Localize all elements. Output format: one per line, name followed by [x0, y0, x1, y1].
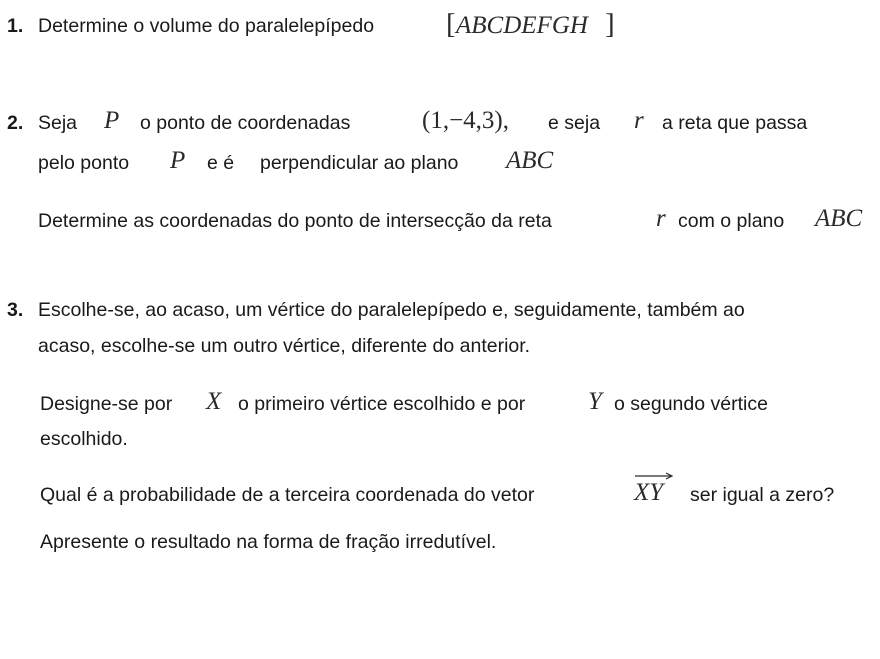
text-fragment: a reta que passa — [662, 112, 808, 134]
math-coordinates: (1,−4,3), — [422, 107, 509, 134]
math-variable-r: r — [656, 205, 666, 232]
text-fragment: Determine as coordenadas do ponto de intersecção da reta — [38, 210, 552, 232]
math-variable-X: X — [206, 388, 222, 415]
math-plane-ABC: ABC — [815, 205, 863, 232]
question-number: 2. — [7, 112, 24, 134]
text-fragment: o segundo vértice — [614, 393, 768, 415]
math-variable-Y: Y — [588, 388, 602, 415]
question-text: Determine o volume do paralelepípedo — [38, 15, 375, 37]
math-plane-ABC: ABC — [506, 147, 554, 174]
text-fragment: e seja — [548, 112, 601, 134]
text-fragment: Qual é a probabilidade de a terceira coordenada do vetor — [40, 484, 535, 506]
vector-label: XY — [634, 479, 664, 506]
math-variable-P: P — [104, 107, 120, 134]
text-fragment: pelo ponto — [38, 152, 130, 174]
text-fragment: o ponto de coordenadas — [140, 112, 351, 134]
bracket-close: ] — [605, 8, 615, 40]
text-line: acaso, escolhe-se um outro vértice, diferente do anterior. — [38, 335, 531, 357]
text-fragment: o primeiro vértice escolhido e por — [238, 393, 526, 415]
text-fragment: Designe-se por — [40, 393, 173, 415]
text-fragment: ser igual a zero? — [690, 484, 835, 506]
math-vector-XY — [634, 480, 663, 505]
bracket-open: [ — [446, 8, 456, 40]
text-line: escolhido. — [40, 428, 128, 450]
text-line: Escolhe-se, ao acaso, um vértice do paralelepípedo e, seguidamente, também ao — [38, 299, 745, 321]
math-variable-r: r — [634, 107, 644, 134]
question-number: 3. — [7, 299, 24, 321]
math-expression: ABCDEFGH — [456, 12, 588, 39]
text-fragment: perpendicular ao plano — [260, 152, 459, 174]
text-fragment: com o plano — [678, 210, 785, 232]
question-number: 1. — [7, 15, 24, 37]
math-variable-P: P — [170, 147, 186, 174]
vector-arrow-icon — [634, 472, 674, 480]
text-line: Apresente o resultado na forma de fração irredutível. — [40, 531, 497, 553]
text-fragment: e é — [207, 152, 235, 174]
text-fragment: Seja — [38, 112, 78, 134]
